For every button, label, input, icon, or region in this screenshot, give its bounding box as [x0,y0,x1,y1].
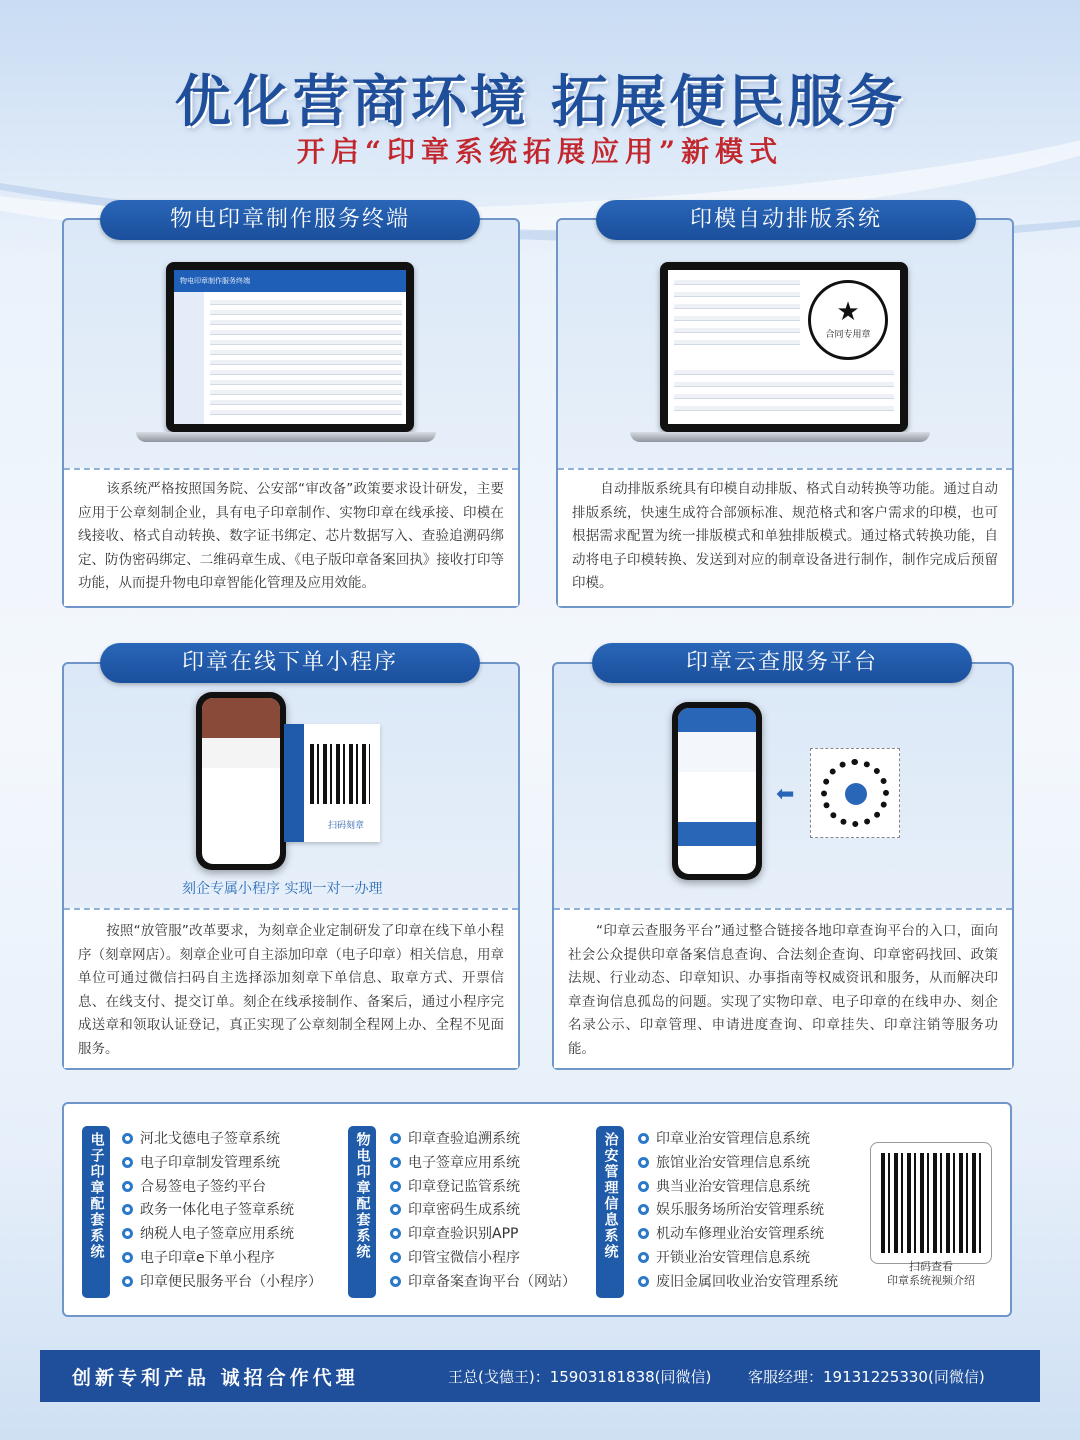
phone-mockup [672,702,762,880]
miniprogram-caption: 刻企专属小程序 实现一对一办理 [182,881,383,897]
panel-terminal [62,218,520,608]
list-item: 印章密码生成系统 [390,1199,576,1223]
app-table-row [210,340,402,345]
laptop-base [136,432,436,442]
phone-content [678,772,756,822]
app-form-row [674,382,894,387]
list-item: 电子印章制发管理系统 [122,1152,322,1176]
list-item: 娱乐服务场所治安管理系统 [638,1199,838,1223]
mini-program-code-icon [821,759,889,827]
video-qr-frame [870,1142,992,1264]
panel-miniprogram-title: 印章在线下单小程序 [100,643,480,683]
app-form-row [674,370,894,375]
list-item: 印章查验识别APP [390,1223,576,1247]
mini-program-code [810,748,900,838]
list-item: 河北戈德电子签章系统 [122,1128,322,1152]
list-group1 [122,1128,322,1295]
bullet-icon [638,1228,649,1239]
app-table-row [210,320,402,325]
list-item: 旅馆业治安管理信息系统 [638,1152,838,1176]
list-item: 印章备案查询平台（网站） [390,1271,576,1295]
list-group3-tab: 治安管理信息系统 [596,1126,624,1298]
bullet-icon [638,1181,649,1192]
systems-list-panel [62,1102,1012,1317]
app-table-row [210,350,402,355]
list-item: 印章查验追溯系统 [390,1128,576,1152]
phone-banner [202,698,280,738]
panel-miniprogram-desc: 按照“放管服”改革要求，为刻章企业定制研发了印章在线下单小程序（刻章网店）。刻章企业可自主添加印章（电子印章）相关信息，用章单位可通过微信扫码自主选择添加刻章下单信息、取章方式、开票信息、在线支付、提交订单。刻企在线承接制作、备案后，通过小程序完成送章和领取认证登记，真正实现了公章刻制全程网上办、全程不见面服务。 [78,923,504,1057]
app-form-row [674,292,800,297]
list-item: 典当业治安管理信息系统 [638,1176,838,1200]
bullet-icon [638,1133,649,1144]
phone-icons-row [202,738,280,768]
bullet-icon [638,1157,649,1168]
app-form-row [674,304,800,309]
list-group3 [638,1128,838,1295]
app-form-row [674,328,800,333]
bullet-icon [390,1157,401,1168]
panel-cloud-title: 印章云查服务平台 [592,643,972,683]
list-group1-tab: 电子印章配套系统 [82,1126,110,1298]
app-table-row [210,360,402,365]
bullet-icon [122,1228,133,1239]
list-item: 机动车修理业治安管理系统 [638,1223,838,1247]
phone-content [202,768,280,828]
list-item: 印章登记监管系统 [390,1176,576,1200]
list-group2 [390,1128,576,1295]
bullet-icon [638,1276,649,1287]
app-form-row [674,394,894,399]
panel-miniprogram [62,662,520,1070]
laptop-base [630,432,930,442]
bullet-icon [122,1276,133,1287]
list-item: 政务一体化电子签章系统 [122,1199,322,1223]
bullet-icon [390,1252,401,1263]
list-item: 合易签电子签约平台 [122,1176,322,1200]
seal-text: 合同专用章 [825,330,871,340]
footer-contact-1[interactable]: 王总(戈德王)：15903181838(同微信) [448,1368,712,1386]
bullet-icon [122,1204,133,1215]
panel-terminal-title: 物电印章制作服务终端 [100,200,480,240]
app-table-row [210,300,402,305]
panel-cloud [552,662,1014,1070]
qr-card [284,724,380,842]
list-item: 印章业治安管理信息系统 [638,1128,838,1152]
footer-contact-2[interactable]: 客服经理：19131225330(同微信) [748,1368,985,1386]
bullet-icon [122,1157,133,1168]
video-qr-code[interactable] [881,1153,981,1253]
phone-mockup [196,692,286,870]
app-window-title: 物电印章制作服务终端 [174,270,406,292]
app-form-row [674,316,800,321]
app-form-row [674,406,894,411]
panel-layout-title: 印模自动排版系统 [596,200,976,240]
app-table-row [210,370,402,375]
list-item: 印管宝微信小程序 [390,1247,576,1271]
bullet-icon [122,1133,133,1144]
list-item: 电子印章e下单小程序 [122,1247,322,1271]
phone-header [678,708,756,732]
bullet-icon [638,1204,649,1215]
bullet-icon [390,1181,401,1192]
panel-cloud-desc: “印章云查服务平台”通过整合链接各地印章查询平台的入口，面向社会公众提供印章备案信息查询、合法刻企查询、印章密码找回、政策法规、行业动态、印章知识、办事指南等权威资讯和服务，从而解决印章查询信息孤岛的问题。实现了实物印章、电子印章的在线申办、刻企名录公示、印章管理、申请进度查询、印章挂失、印章注销等服务功能。 [568,923,998,1057]
app-table-row [210,400,402,405]
app-table-row [210,310,402,315]
laptop-screen-image [166,262,414,432]
list-item: 电子签章应用系统 [390,1152,576,1176]
list-group2-tab: 物电印章配套系统 [348,1126,376,1298]
list-item: 纳税人电子签章应用系统 [122,1223,322,1247]
star-icon: ★ [836,297,860,327]
bullet-icon [390,1133,401,1144]
phone-icons-row [678,732,756,772]
qr-scan-label: 扫码查看 [909,1260,953,1273]
footer-bar [40,1350,1040,1402]
app-form-row [674,340,800,345]
app-table-row [210,380,402,385]
bullet-icon [122,1181,133,1192]
qr-code [310,744,370,804]
bullet-icon [390,1204,401,1215]
bullet-icon [638,1252,649,1263]
arrow-left-icon: ⬅ [776,782,795,807]
list-item: 废旧金属回收业治安管理系统 [638,1271,838,1295]
page-title: 优化营商环境 拓展便民服务 [174,69,906,135]
app-form-row [674,280,800,285]
panel-terminal-desc: 该系统严格按照国务院、公安部“审改备”政策要求设计研发，主要应用于公章刻制企业，具有电子印章制作、实物印章在线承接、印模在线接收、格式自动转换、数字证书绑定、芯片数据写入、查验追溯码绑定、防伪密码绑定、二维码章生成、《电子版印章备案回执》接收打印等功能，从而提升物电印章智能化管理及应用效能。 [78,481,504,591]
app-table-row [210,390,402,395]
bullet-icon [122,1252,133,1263]
app-table-row [210,410,402,415]
bullet-icon [390,1228,401,1239]
list-item: 开锁业治安管理信息系统 [638,1247,838,1271]
page-subtitle: 开启“印章系统拓展应用”新模式 [296,135,784,168]
app-table-row [210,330,402,335]
panel-layout [556,218,1014,608]
list-item: 印章便民服务平台（小程序） [122,1271,322,1295]
footer-slogan: 创新专利产品 诚招合作代理 [72,1367,359,1389]
bullet-icon [390,1276,401,1287]
seal-image [808,280,888,360]
qr-caption: 印章系统视频介绍 [887,1274,975,1287]
qr-card-label: 扫码刻章 [328,821,365,831]
phone-banner [678,822,756,846]
laptop-screen-image [660,262,908,432]
panel-layout-desc: 自动排版系统具有印模自动排版、格式自动转换等功能。通过自动排版系统，快速生成符合部颁标准、规范格式和客户需求的印模，也可根据需求配置为统一排版模式和单独排版模式。通过格式转换功能，自动将电子印模转换、发送到对应的制章设备进行制作，制作完成后预留印模。 [572,481,998,591]
app-sidebar [174,292,204,424]
